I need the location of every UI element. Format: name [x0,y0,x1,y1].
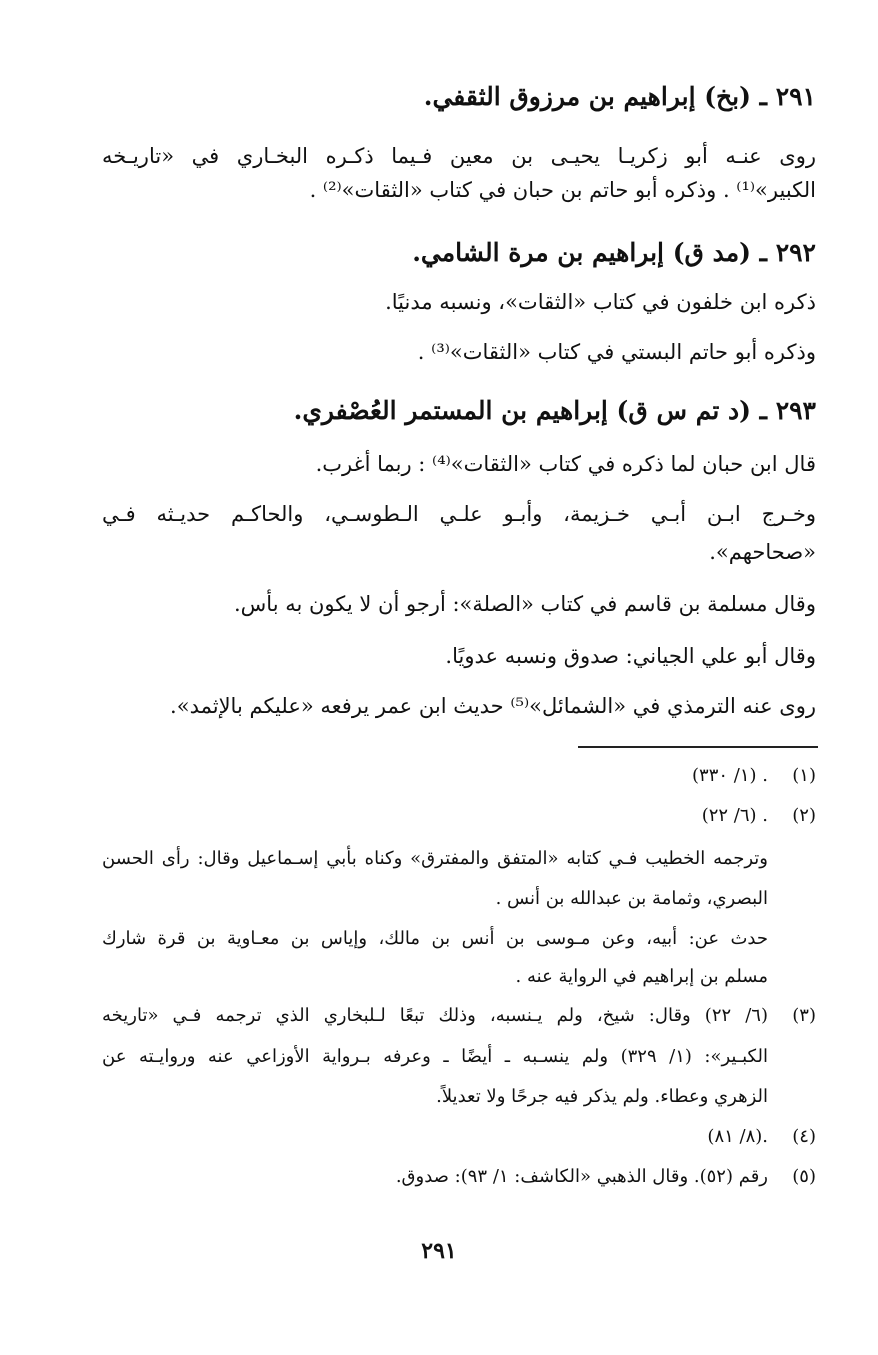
entry-text-line: روى عنه الترمذي في «الشمائل»⁽⁵⁾ حديث ابن عمر يرفعه «عليكم بالإثمد». [170,694,816,718]
entry-text-line: وقال مسلمة بن قاسم في كتاب «الصلة»: أرجو أن لا يكون به بأس. [234,592,816,616]
entry-text-line: وذكره أبو حاتم البستي في كتاب «الثقات»⁽³⁾ . [417,340,816,364]
footnote-text: (١/ ٣٣٠) . [692,765,768,786]
footnote-text: (٦/ ٢٢) . [701,805,768,826]
entry-text-line: ذكره ابن خلفون في كتاب «الثقات»، ونسبه مدنيًا. [385,290,816,314]
entry-text-line: وقال أبو علي الجياني: صدوق ونسبه عدويًا. [445,644,816,668]
footnote-text: (٨/ ٨١). [707,1126,768,1147]
footnote-text: البصري، وثمامة بن عبدالله بن أنس . [495,888,768,909]
entry-text-line: روى عنـه أبو زكريـا يحيـى بن معين فـيما ذكـره البخـاري في «تاريـخه [102,144,816,168]
footnote-number: (٣) [792,1005,816,1026]
footnote-number: (٥) [792,1166,816,1187]
footnote-separator [578,746,818,748]
entry-heading: ٢٩١ ـ (بخ) إبراهيم بن مرزوق الثقفي. [423,82,816,111]
entry-heading: ٢٩٣ ـ (د تم س ق) إبراهيم بن المستمر العُصْفري. [293,396,816,425]
footnote-text: وترجمه الخطيب فـي كتابه «المتفق والمفترق» وكناه بأبي إسـماعيل وقال: رأى الحسن [102,848,768,869]
footnote-text: (٦/ ٢٢) وقال: شيخ، ولم يـنسبه، وذلك تبعًا لـلبخاري الذي ترجمه فـي «تاريخه [102,1005,768,1026]
footnote-text: الزهري وعطاء. ولم يذكر فيه جرحًا ولا تعديلاً. [436,1086,768,1107]
entry-text-line: قال ابن حبان لما ذكره في كتاب «الثقات»⁽⁴⁾ : ربما أغرب. [315,452,816,476]
page-number: ٢٩١ [421,1238,457,1264]
entry-text-line: وخـرج ابـن أبـي خـزيمة، وأبـو علـي الـطوسـي، والحاكـم حديـثه فـي [102,502,816,526]
footnote-text: الكبـير»: (١/ ٣٢٩) ولم ينسـبه ـ أيضًا ـ وعرفه بـرواية الأوزاعي عنه وروايـته عن [102,1046,768,1067]
footnote-number: (٤) [792,1126,816,1147]
footnote-text: رقم (٥٢). وقال الذهبي «الكاشف: ١/ ٩٣): صدوق. [395,1166,768,1187]
footnote-text: حدث عن: أبيه، وعن مـوسى بن أنس بن مالك، وإياس بن معـاوية بن قرة شارك [102,928,768,949]
entry-text-line: الكبير»⁽¹⁾ . وذكره أبو حاتم بن حبان في كتاب «الثقات»⁽²⁾ . [309,178,816,202]
footnote-text: مسلم بن إبراهيم في الرواية عنه . [515,966,768,987]
entry-text-line: «صحاحهم». [709,540,816,564]
footnote-number: (٢) [792,805,816,826]
footnote-number: (١) [792,765,816,786]
entry-heading: ٢٩٢ ـ (مد ق) إبراهيم بن مرة الشامي. [412,238,816,267]
